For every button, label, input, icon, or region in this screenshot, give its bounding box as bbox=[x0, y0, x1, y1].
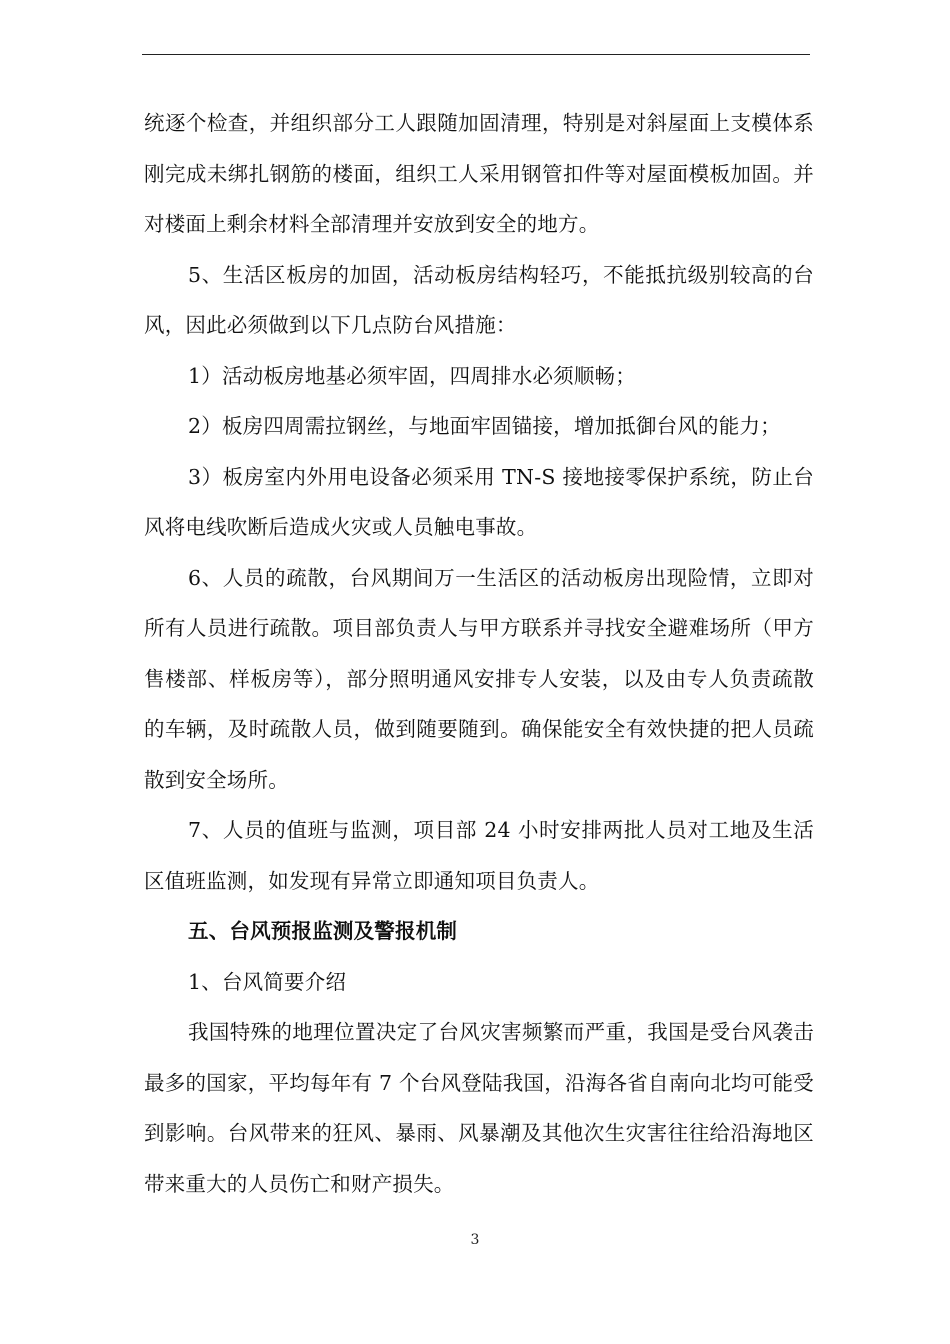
paragraph-continuation: 统逐个检查，并组织部分工人跟随加固清理，特别是对斜屋面上支模体系刚完成未绑扎钢筋的楼面，组织工人采用钢管扣件等对屋面模板加固。并对楼面上剩余材料全部清理并安放到安全的地方。 bbox=[144, 111, 814, 236]
paragraph-item-6: 6、人员的疏散，台风期间万一生活区的活动板房出现险情，立即对所有人员进行疏散。项目部负责人与甲方联系并寻找安全避难场所（甲方售楼部、样板房等），部分照明通风安排专人安装，以及由专人负责疏散的车辆，及时疏散人员，做到随要随到。确保能安全有效快捷的把人员疏散到安全场所。 bbox=[144, 565, 814, 792]
header-rule bbox=[142, 54, 810, 55]
paragraph-typhoon-intro: 我国特殊的地理位置决定了台风灾害频繁而严重，我国是受台风袭击最多的国家，平均每年有 7 个台风登陆我国，沿海各省自南向北均可能受到影响。台风带来的狂风、暴雨、风暴潮及其他次生灾害往往给沿海地区带来重大的人员伤亡和财产损失。 bbox=[144, 1020, 814, 1196]
paragraph-subitem-2: 2）板房四周需拉钢丝，与地面牢固锚接，增加抵御台风的能力； bbox=[188, 414, 781, 438]
paragraph-item-5: 5、生活区板房的加固，活动板房结构轻巧，不能抵抗级别较高的台风，因此必须做到以下几点防台风措施： bbox=[144, 262, 814, 337]
section-heading-5: 五、台风预报监测及警报机制 bbox=[188, 919, 458, 943]
page-number: 3 bbox=[470, 1232, 480, 1248]
document-body bbox=[144, 98, 814, 1209]
paragraph-subitem-3: 3）板房室内外用电设备必须采用 TN-S 接地接零保护系统，防止台风将电线吹断后造成火灾或人员触电事故。 bbox=[144, 464, 814, 539]
paragraph-subitem-1: 1）活动板房地基必须牢固，四周排水必须顺畅； bbox=[188, 363, 636, 388]
subsection-heading-1: 1、台风简要介绍 bbox=[188, 969, 347, 994]
paragraph-item-7: 7、人员的值班与监测，项目部 24 小时安排两批人员对工地及生活区值班监测，如发现有异常立即通知项目负责人。 bbox=[144, 818, 814, 893]
